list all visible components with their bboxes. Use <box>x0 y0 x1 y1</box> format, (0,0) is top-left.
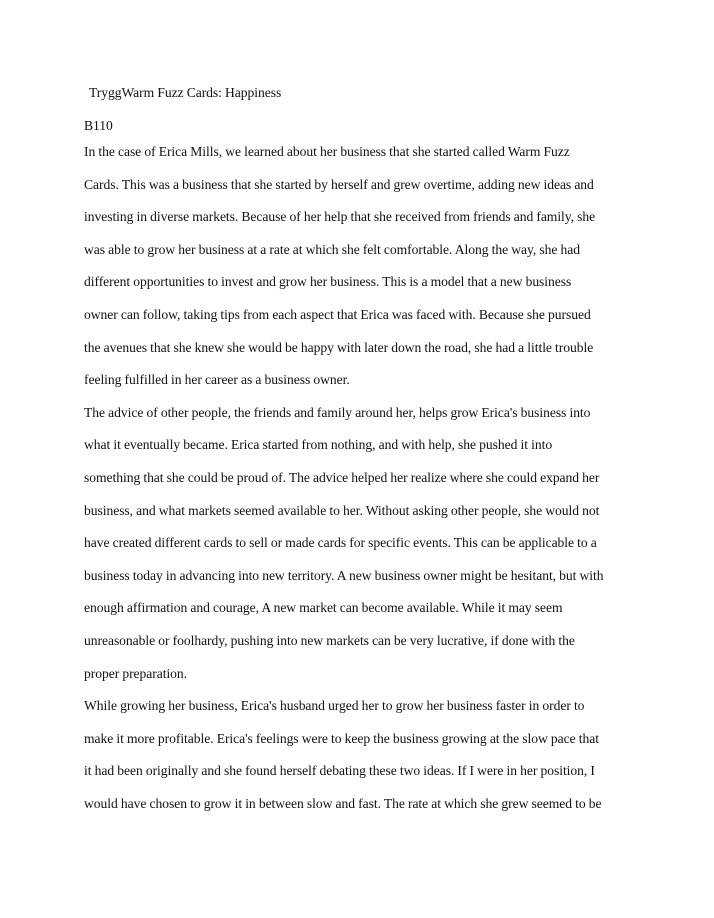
body-line: Cards. This was a business that she started by herself and grew overtime, adding new ideas and <box>84 176 594 192</box>
document-title: TryggWarm Fuzz Cards: Happiness <box>89 85 282 100</box>
body-line: have created different cards to sell or made cards for specific events. This can be applicable to a <box>84 535 597 551</box>
body-line: the avenues that she knew she would be happy with later down the road, she had a little trouble <box>84 339 594 355</box>
body-line: it had been originally and she found herself debating these two ideas. If I were in her position, I <box>84 763 595 779</box>
body-line: business, and what markets seemed available to her. Without asking other people, she would not <box>84 502 600 518</box>
document-page <box>84 84 644 827</box>
document-body <box>84 143 644 827</box>
body-line: In the case of Erica Mills, we learned about her business that she started called Warm Fuzz <box>84 144 570 159</box>
body-line: something that she could be proud of. The advice helped her realize where she could expand her <box>84 469 600 485</box>
body-line: different opportunities to invest and grow her business. This is a model that a new business <box>84 274 572 290</box>
body-line: owner can follow, taking tips from each aspect that Erica was faced with. Because she pursued <box>84 306 591 322</box>
body-line: would have chosen to grow it in between slow and fast. The rate at which she grew seemed to be <box>84 795 602 811</box>
body-line: investing in diverse markets. Because of her help that she received from friends and family, she <box>84 209 596 225</box>
body-line: business today in advancing into new territory. A new business owner might be hesitant, but with <box>84 567 604 583</box>
body-line: what it eventually became. Erica started from nothing, and with help, she pushed it into <box>84 437 553 453</box>
body-line: feeling fulfilled in her career as a business owner. <box>84 372 350 388</box>
body-line: While growing her business, Erica's husband urged her to grow her business faster in order to <box>84 698 585 714</box>
body-line: The advice of other people, the friends and family around her, helps grow Erica's business into <box>84 404 591 420</box>
body-line: enough affirmation and courage, A new market can become available. While it may seem <box>84 600 563 616</box>
body-line: unreasonable or foolhardy, pushing into new markets can be very lucrative, if done with the <box>84 632 575 648</box>
course-code: B110 <box>84 118 113 133</box>
body-line: proper preparation. <box>84 665 188 681</box>
body-line: make it more profitable. Erica's feelings were to keep the business growing at the slow pace that <box>84 730 599 746</box>
body-line: was able to grow her business at a rate at which she felt comfortable. Along the way, she had <box>84 241 580 257</box>
